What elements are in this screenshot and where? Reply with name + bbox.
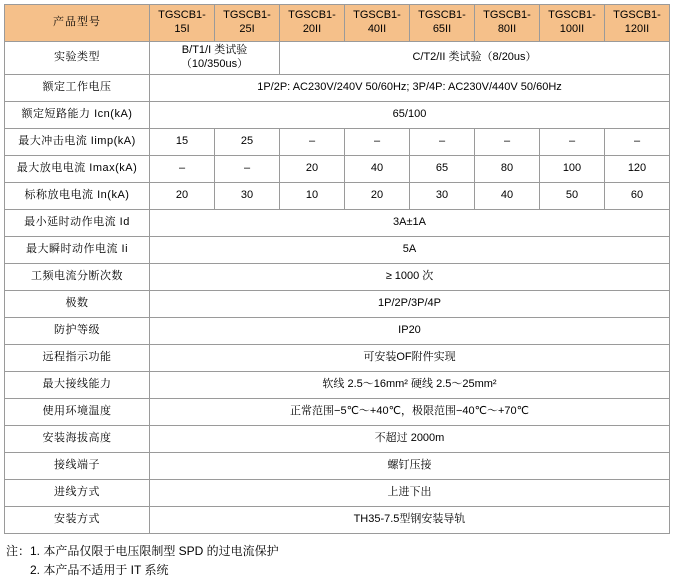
header-model-3 bbox=[280, 5, 345, 42]
row-label: 远程指示功能 bbox=[5, 344, 150, 371]
table-row bbox=[5, 344, 670, 371]
table-row bbox=[5, 452, 670, 479]
table-row bbox=[5, 182, 670, 209]
table-row bbox=[5, 506, 670, 533]
model-label-1: TGSCB1-15I bbox=[158, 9, 206, 35]
row-value: 15 bbox=[150, 128, 215, 155]
row-value: 螺钉压接 bbox=[150, 452, 670, 479]
footnote-2: 2. 本产品不适用于 IT 系统 bbox=[6, 562, 169, 577]
row-value: – bbox=[345, 128, 410, 155]
row-value: 10 bbox=[280, 182, 345, 209]
row-value: 不超过 2000m bbox=[150, 425, 670, 452]
table-row bbox=[5, 42, 670, 75]
row-value: 3A±1A bbox=[150, 209, 670, 236]
table-row bbox=[5, 371, 670, 398]
row-label: 使用环境温度 bbox=[5, 398, 150, 425]
row-label: 安装海拔高度 bbox=[5, 425, 150, 452]
row-label: 最大瞬时动作电流 Ii bbox=[5, 236, 150, 263]
header-model-5 bbox=[410, 5, 475, 42]
row-label: 接线端子 bbox=[5, 452, 150, 479]
row-value: 80 bbox=[475, 155, 540, 182]
table-row bbox=[5, 317, 670, 344]
model-label-3: TGSCB1-20II bbox=[288, 9, 336, 35]
row-value: TH35-7.5型钢安装导轨 bbox=[150, 506, 670, 533]
row-value: – bbox=[540, 128, 605, 155]
table-row bbox=[5, 425, 670, 452]
row-value: 100 bbox=[540, 155, 605, 182]
header-model-6 bbox=[475, 5, 540, 42]
header-model-8 bbox=[605, 5, 670, 42]
row-value: 正常范围−5℃～+40℃，极限范围−40℃～+70℃ bbox=[150, 398, 670, 425]
header-model-7 bbox=[540, 5, 605, 42]
row-value: 可安装OF附件实现 bbox=[150, 344, 670, 371]
row-value: C/T2/II 类试验（8/20us） bbox=[280, 42, 670, 75]
row-value: 40 bbox=[475, 182, 540, 209]
row-value bbox=[150, 42, 280, 75]
row-value: 1P/2P/3P/4P bbox=[150, 290, 670, 317]
table-body bbox=[5, 42, 670, 534]
model-label-4: TGSCB1-40II bbox=[353, 9, 401, 35]
row-label: 防护等级 bbox=[5, 317, 150, 344]
row-value: 25 bbox=[215, 128, 280, 155]
model-label-6: TGSCB1-80II bbox=[483, 9, 531, 35]
table-header bbox=[5, 5, 670, 42]
header-model-4 bbox=[345, 5, 410, 42]
value-line: B/T1/I 类试验 bbox=[181, 44, 248, 56]
table-row bbox=[5, 479, 670, 506]
row-value: 上进下出 bbox=[150, 479, 670, 506]
row-label: 安装方式 bbox=[5, 506, 150, 533]
table-row bbox=[5, 398, 670, 425]
row-value: IP20 bbox=[150, 317, 670, 344]
row-value: 30 bbox=[215, 182, 280, 209]
table-row bbox=[5, 74, 670, 101]
row-label: 最大冲击电流 Iimp(kA) bbox=[5, 128, 150, 155]
row-label: 额定工作电压 bbox=[5, 74, 150, 101]
row-value: 20 bbox=[345, 182, 410, 209]
row-label: 进线方式 bbox=[5, 479, 150, 506]
row-value: – bbox=[605, 128, 670, 155]
table-row bbox=[5, 155, 670, 182]
value-line: （10/350us） bbox=[180, 57, 249, 70]
model-label-2: TGSCB1-25I bbox=[223, 9, 271, 35]
row-label: 工频电流分断次数 bbox=[5, 263, 150, 290]
row-value: – bbox=[475, 128, 540, 155]
row-label: 最大放电电流 Imax(kA) bbox=[5, 155, 150, 182]
footnotes bbox=[6, 542, 669, 580]
row-label: 实验类型 bbox=[5, 42, 150, 75]
header-model-1 bbox=[150, 5, 215, 42]
footnote-1: 注：1. 本产品仅限于电压限制型 SPD 的过电流保护 bbox=[6, 543, 279, 558]
row-value: – bbox=[215, 155, 280, 182]
table-row bbox=[5, 236, 670, 263]
row-value: 1P/2P: AC230V/240V 50/60Hz; 3P/4P: AC230V/440V 50/60Hz bbox=[150, 74, 670, 101]
product-spec-table bbox=[4, 4, 670, 534]
row-value: 60 bbox=[605, 182, 670, 209]
row-value: 20 bbox=[150, 182, 215, 209]
header-row bbox=[5, 5, 670, 42]
model-label-8: TGSCB1-120II bbox=[613, 9, 661, 35]
row-value: 40 bbox=[345, 155, 410, 182]
row-value: 65 bbox=[410, 155, 475, 182]
row-value: – bbox=[150, 155, 215, 182]
row-value: – bbox=[410, 128, 475, 155]
header-product-model: 产品型号 bbox=[5, 5, 150, 42]
row-value: 65/100 bbox=[150, 101, 670, 128]
row-value: 5A bbox=[150, 236, 670, 263]
table-row bbox=[5, 209, 670, 236]
row-value: 软线 2.5～16mm² 硬线 2.5～25mm² bbox=[150, 371, 670, 398]
table-row bbox=[5, 128, 670, 155]
table-row bbox=[5, 101, 670, 128]
row-label: 标称放电电流 In(kA) bbox=[5, 182, 150, 209]
row-label: 最小延时动作电流 Id bbox=[5, 209, 150, 236]
row-value: 120 bbox=[605, 155, 670, 182]
table-row bbox=[5, 290, 670, 317]
row-value: 20 bbox=[280, 155, 345, 182]
row-value: 30 bbox=[410, 182, 475, 209]
row-value: ≥ 1000 次 bbox=[150, 263, 670, 290]
model-label-5: TGSCB1-65II bbox=[418, 9, 466, 35]
row-label: 极数 bbox=[5, 290, 150, 317]
row-label: 额定短路能力 Icn(kA) bbox=[5, 101, 150, 128]
model-label-7: TGSCB1-100II bbox=[548, 9, 596, 35]
row-label: 最大接线能力 bbox=[5, 371, 150, 398]
row-value: 50 bbox=[540, 182, 605, 209]
row-value: – bbox=[280, 128, 345, 155]
header-model-2 bbox=[215, 5, 280, 42]
table-row bbox=[5, 263, 670, 290]
